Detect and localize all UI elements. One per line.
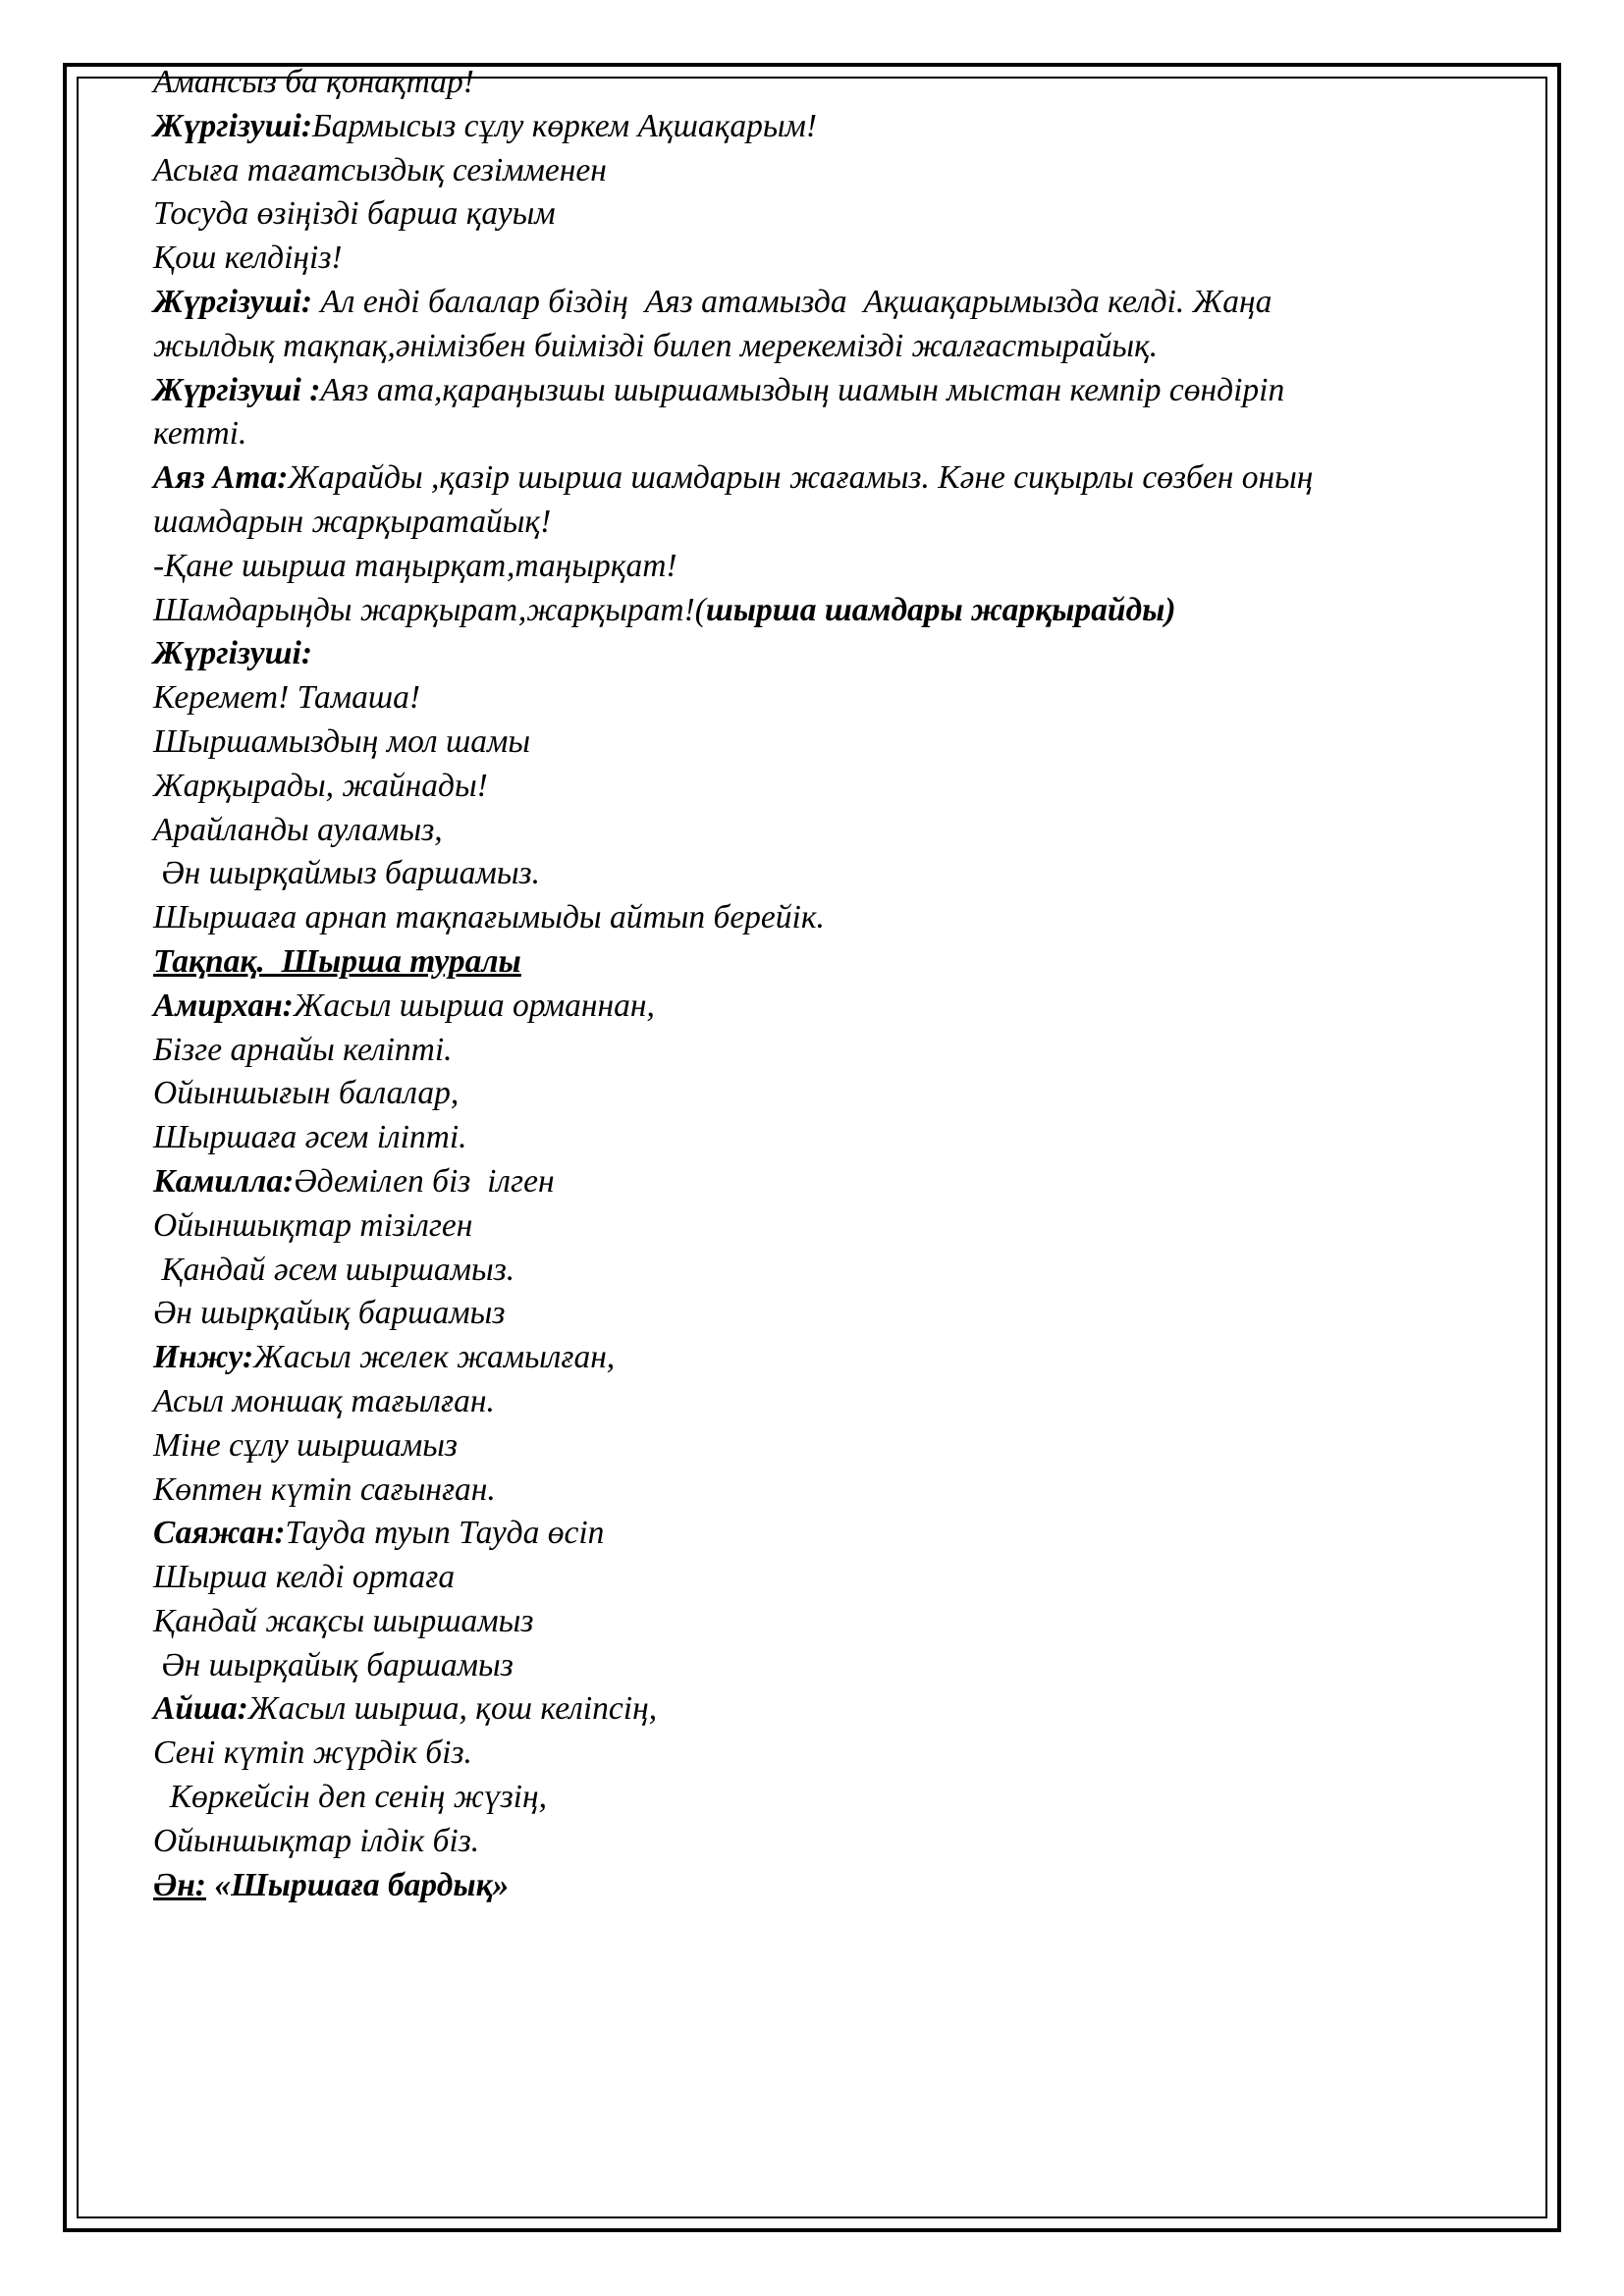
text-line (153, 1072, 1508, 1116)
line-text: Ән шырқаймыз баршамыз. (153, 855, 540, 892)
text-line (153, 192, 1508, 237)
line-text: Шыршамыздың мол шамы (153, 722, 531, 760)
line-text: Шыршаға әсем іліпті. (153, 1119, 467, 1156)
speaker-label: Айша: (153, 1690, 248, 1728)
line-text: Ойыншықтар тізілген (153, 1206, 473, 1244)
text-line (153, 809, 1508, 853)
line-text: Тосуда өзіңізді барша қауым (153, 195, 556, 233)
text-line (153, 632, 1508, 676)
text-line (153, 1029, 1508, 1073)
speaker-label: Жүргізуші: (153, 283, 313, 320)
line-text: Ойыншығын балалар, (153, 1075, 460, 1112)
line-text: Асыл моншақ тағылған. (153, 1382, 495, 1419)
line-text: Көптен күтіп сағынған. (153, 1470, 496, 1508)
line-text: Қандай әсем шыршамыз. (153, 1251, 515, 1288)
text-line (153, 325, 1508, 369)
text-line (153, 61, 1508, 105)
speaker-label: Саяжан: (153, 1515, 286, 1552)
line-text: Бармысыз сұлу көркем Ақшақарым! (312, 107, 818, 144)
text-line (153, 676, 1508, 721)
text-line (153, 721, 1508, 765)
line-text: жылдық тақпақ,әнімізбен биімізді билеп мерекемізді жалғастырайық. (153, 327, 1159, 364)
line-text: Көркейсін деп сенің жүзің, (153, 1779, 547, 1816)
line-text: Ән шырқайық баршамыз (153, 1295, 506, 1332)
line-text: -Қане шырша таңырқат,таңырқат! (153, 547, 677, 584)
text-line (153, 1160, 1508, 1204)
line-text: Жарайды ,қазір шырша шамдарын жағамыз. Кәне сиқырлы сөзбен оның (288, 459, 1314, 497)
speaker-label: шырша шамдары жарқырайды) (705, 591, 1176, 628)
speaker-label: Амирхан: (153, 987, 294, 1024)
line-text: Шырша келді ортаға (153, 1559, 456, 1596)
text-line (153, 545, 1508, 589)
text-line (153, 1732, 1508, 1776)
line-text: Ойыншықтар ілдік біз. (153, 1822, 480, 1859)
line-text: Әдемілеп біз ілген (294, 1162, 555, 1200)
text-line (153, 1512, 1508, 1556)
line-text: Керемет! Тамаша! (153, 679, 421, 717)
text-line (153, 369, 1508, 413)
text-line (153, 237, 1508, 281)
text-line (153, 456, 1508, 501)
text-line (153, 1600, 1508, 1644)
text-line (153, 985, 1508, 1029)
text-line (153, 1292, 1508, 1336)
speaker-label: Инжу: (153, 1339, 254, 1376)
text-line (153, 1468, 1508, 1513)
text-line (153, 1380, 1508, 1424)
line-text: Шамдарыңды жарқырат,жарқырат!( (153, 591, 706, 628)
text-line (153, 412, 1508, 456)
line-text: Міне сұлу шыршамыз (153, 1426, 459, 1464)
text-line (153, 896, 1508, 940)
line-text: Сені күтіп жүрдік біз. (153, 1735, 472, 1772)
text-line (153, 1116, 1508, 1160)
line-text: Аяз ата,қараңызшы шыршамыздың шамын мыстан кемпір сөндіріп (320, 371, 1285, 408)
speaker-label: Жүргізуші: (153, 107, 313, 144)
line-text: Жасыл шырша, қош келіпсің, (247, 1690, 658, 1728)
speaker-label: Тақпақ. Шырша туралы (153, 942, 521, 980)
speaker-label: «Шыршаға бардық» (205, 1866, 510, 1903)
text-line (153, 1336, 1508, 1380)
line-text: Жасыл желек жамылған, (253, 1339, 616, 1376)
text-line (153, 1820, 1508, 1864)
line-text: Тауда туып Тауда өсіп (285, 1515, 605, 1552)
line-text: кетті. (153, 415, 247, 453)
line-text: Амансыз ба қонақтар! (153, 64, 474, 100)
document-text (153, 61, 1508, 1907)
text-line (153, 852, 1508, 896)
line-text: Ал енді балалар біздің Аяз атамызда Ақшақарымызда келді. Жаңа (312, 283, 1272, 320)
text-line (153, 1776, 1508, 1820)
text-line (153, 765, 1508, 809)
line-text: Асыға тағатсыздық сезімменен (153, 151, 607, 188)
line-text: Арайланды ауламыз, (153, 811, 443, 848)
line-text: шамдарын жарқыратайық! (153, 503, 552, 540)
text-line (153, 589, 1508, 633)
speaker-label: Ән: (153, 1866, 206, 1903)
text-line (153, 1249, 1508, 1293)
text-line (153, 1424, 1508, 1468)
text-line (153, 105, 1508, 149)
text-line (153, 1644, 1508, 1688)
line-text: Қош келдіңіз! (153, 240, 343, 277)
speaker-label: Камилла: (153, 1162, 295, 1200)
text-line (153, 1687, 1508, 1732)
text-line (153, 1864, 1508, 1908)
text-line (153, 1556, 1508, 1600)
text-line (153, 1204, 1508, 1249)
speaker-label: Жүргізуші: (153, 635, 313, 672)
line-text: Жасыл шырша орманнан, (293, 987, 655, 1024)
speaker-label: Аяз Ата: (153, 459, 289, 497)
line-text: Ән шырқайық баршамыз (153, 1646, 514, 1683)
line-text: Жарқырады, жайнады! (153, 767, 488, 804)
line-text: Шыршаға арнап тақпағымыды айтып берейік. (153, 899, 825, 936)
line-text: Бізге арнайы келіпті. (153, 1031, 453, 1068)
speaker-label: Жүргізуші : (153, 371, 321, 408)
text-line (153, 281, 1508, 325)
line-text: Қандай жақсы шыршамыз (153, 1602, 534, 1639)
text-line (153, 940, 1508, 985)
text-line (153, 501, 1508, 545)
text-line (153, 149, 1508, 193)
